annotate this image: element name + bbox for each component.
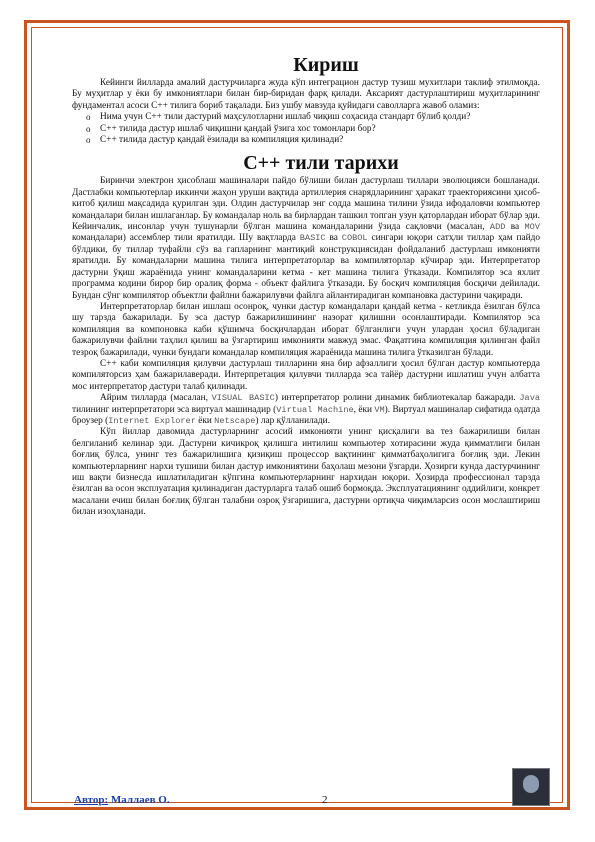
text-run: ) лар қўлланилади. bbox=[255, 415, 330, 426]
question-item: o C++ тилида дастур ишлаб чиқишни қандай ўзига хос томонлари бор? bbox=[86, 124, 540, 135]
history-paragraph-5: Кўп йиллар давомида дастурларнинг асосий имконияти унинг қисқалиги ва тез бажарилиши билан белгиланиб келинар эди. Дастурни кичикроқ қилишга интилиш компьютер хотирасини жуда қимматлиги билан боғлиқ бўлса, унинг тез бажарилишига қизиқиш процессор вақтининг қимматбаҳолигига боғлиқ эди. Лекин компьютерларнинг нархи тушиши билан дастур имкониятини баҳолаш мезони ўзгарди. Ҳозирги кунда дастурчининг иш вақти бизнесда ишлатиладиган кўпгина компьютерларнинг нархидан юқори. Ҳозирда профессионал тарзда ёзилган ва осон эксплуатация қилинадиган дастурларга талаб ошиб бормоқда. Эксплуатациянинг оддийлиги, конкрет масалани ечиш билан боғлиқ бўлган талабни озроқ ўзгаришига, дастурни ортиқча чиқимларсиз осон мослаштириш билан изоҳланади. bbox=[72, 427, 540, 518]
text-run: командалари) ассемблер тили яратилди. Шу вақтларда bbox=[72, 233, 296, 244]
code-virtual-machine: Virtual Machine bbox=[276, 404, 354, 415]
text-run: ва bbox=[510, 222, 520, 233]
document-body bbox=[72, 52, 540, 519]
question-item: o C++ тилида дастур қандай ёзилади ва компиляция қилинади? bbox=[86, 135, 540, 146]
text-run: ). Виртуал машиналар сифатида одатда броузер ( bbox=[72, 404, 540, 426]
text-run: , ёки bbox=[353, 404, 372, 415]
code-netscape: Netscape bbox=[214, 415, 256, 426]
intro-paragraph: Кейинги йилларда амалий дастурчиларга жуда кўп интеграцион дастур тузиш мухитлари таклиф этилмоқда. Бу муҳитлар у ёки бу имкониятлари билан бир-биридан фарқ қилади. Аксарият дастурлаштириш муҳитларининг фундаментал асоси C++ тилига бориб тақалади. Биз ушбу мавзуда қуйидаги саволларга жавоб оламиз: bbox=[72, 78, 540, 111]
code-add: ADD bbox=[489, 222, 506, 233]
text-run: ва bbox=[329, 233, 338, 244]
history-paragraph-2: Интерпретаторлар билан ишлаш осонроқ, чунки дастур командалари қандай кетма - кетликда ёзилган бўлса шу тарзда бажарилади. Бу эса дастур бажарилишининг назорат қилишни осонлаштиради. Компилятор эса компиляция ва компоновка каби қўшимча босқичлардан иборат бўлганлиги учун улардан ҳосил бўладиган бажарилувчи файлни таҳлил қилиш ва ўзгартириш имконияти мавжуд эмас. Фақатгина компиляция қилинган файл тезроқ бажарилади, чунки бундаги командалар компиляция жараёнида машина тилига ўтказилган бўлади. bbox=[72, 301, 540, 358]
text-run: Биринчи электрон ҳисоблаш машиналари пайдо бўлиши билан дастурлаш тиллари эволюцияси бошланади. Дастлабки компьютерлар иккинчи жаҳон уруши вақтида артиллерия снарядларининг ҳаракат траекториясини ҳисоб-китоб қилиш мақсадида қурилган эди. Олдин дастурчилар энг содда машина тилини ўзида ифодаловчи компьютер командалари билан ишлаганлар. Бу командалар ноль ва бирлардан ташкил топган узун қаторлардан иборат бўлар эди. Кейинчалик, инсонлар учун тушунарли бўлган машина командаларини ўзида сақловчи (масалан, bbox=[72, 176, 540, 233]
history-paragraph-4 bbox=[72, 393, 540, 427]
question-list bbox=[72, 112, 540, 146]
text-run: сингари юқори сатҳли тиллар ҳам пайдо бўлдики, бу тиллар туфайли сўз ва гапларнинг мантиқий конструкциясидан фойдаланиб дастурлаш имконияти яратилди. Бу командаларни машина тилига интерпретаторлар ва компиляторлар кўчирар эди. Интерпретатор дастурни ўқиш жараёнида унинг командаларини кетма - кет машина тилига ўтказади. Компилятор эса яхлит программа кодини бирор бир оралиқ форма - объект файлига ўтказади. Бу босқич компиляция босқичи дейилади. Бундан сўнг компилятор объектли файлни бажарилувчи файлга айлантирадиган компановка дастурини чақиради. bbox=[72, 233, 541, 301]
history-paragraph-1 bbox=[72, 176, 540, 301]
code-internet-explorer: Internet Explorer bbox=[108, 415, 196, 426]
history-paragraph-3: C++ каби компиляция қилувчи дастурлаш тилларини яна бир афзаллиги ҳосил бўлган дастур компьютерда компиляторсиз ҳам бажарилаверади. Интерпретация қилувчи тилларда эса тайёр дастурни ишлатиш учун албатта мос интерпретатор дастури талаб қилинади. bbox=[72, 358, 540, 392]
author-name: Маллаев О. bbox=[110, 794, 170, 806]
code-visual-basic: VISUAL BASIC bbox=[211, 393, 275, 404]
text-run: тилининг интерпретатори эса виртуал машинадир ( bbox=[72, 404, 277, 415]
code-vm: VM bbox=[374, 404, 385, 415]
page-number: 2 bbox=[322, 794, 328, 806]
code-java: Java bbox=[519, 393, 541, 404]
author-photo bbox=[512, 768, 550, 806]
code-mov: MOV bbox=[524, 222, 540, 233]
text-run: Айрим тилларда (масалан, bbox=[100, 393, 208, 404]
text-run: ёки bbox=[198, 415, 212, 426]
page-footer bbox=[74, 794, 534, 806]
intro-title: Кириш bbox=[293, 54, 359, 76]
code-basic: BASIC bbox=[299, 233, 326, 244]
question-item: o Нима учун C++ тили дастурий маҳсулотларни ишлаб чиқиш соҳасида стандарт бўлиб қолди? bbox=[86, 112, 540, 123]
text-run: ) интерпретатор ролини динамик библиотекалар бажаради. bbox=[274, 393, 516, 404]
code-cobol: COBOL bbox=[341, 233, 368, 244]
history-title: C++ тили тарихи bbox=[243, 152, 399, 175]
author-label: Автор: bbox=[74, 794, 109, 806]
